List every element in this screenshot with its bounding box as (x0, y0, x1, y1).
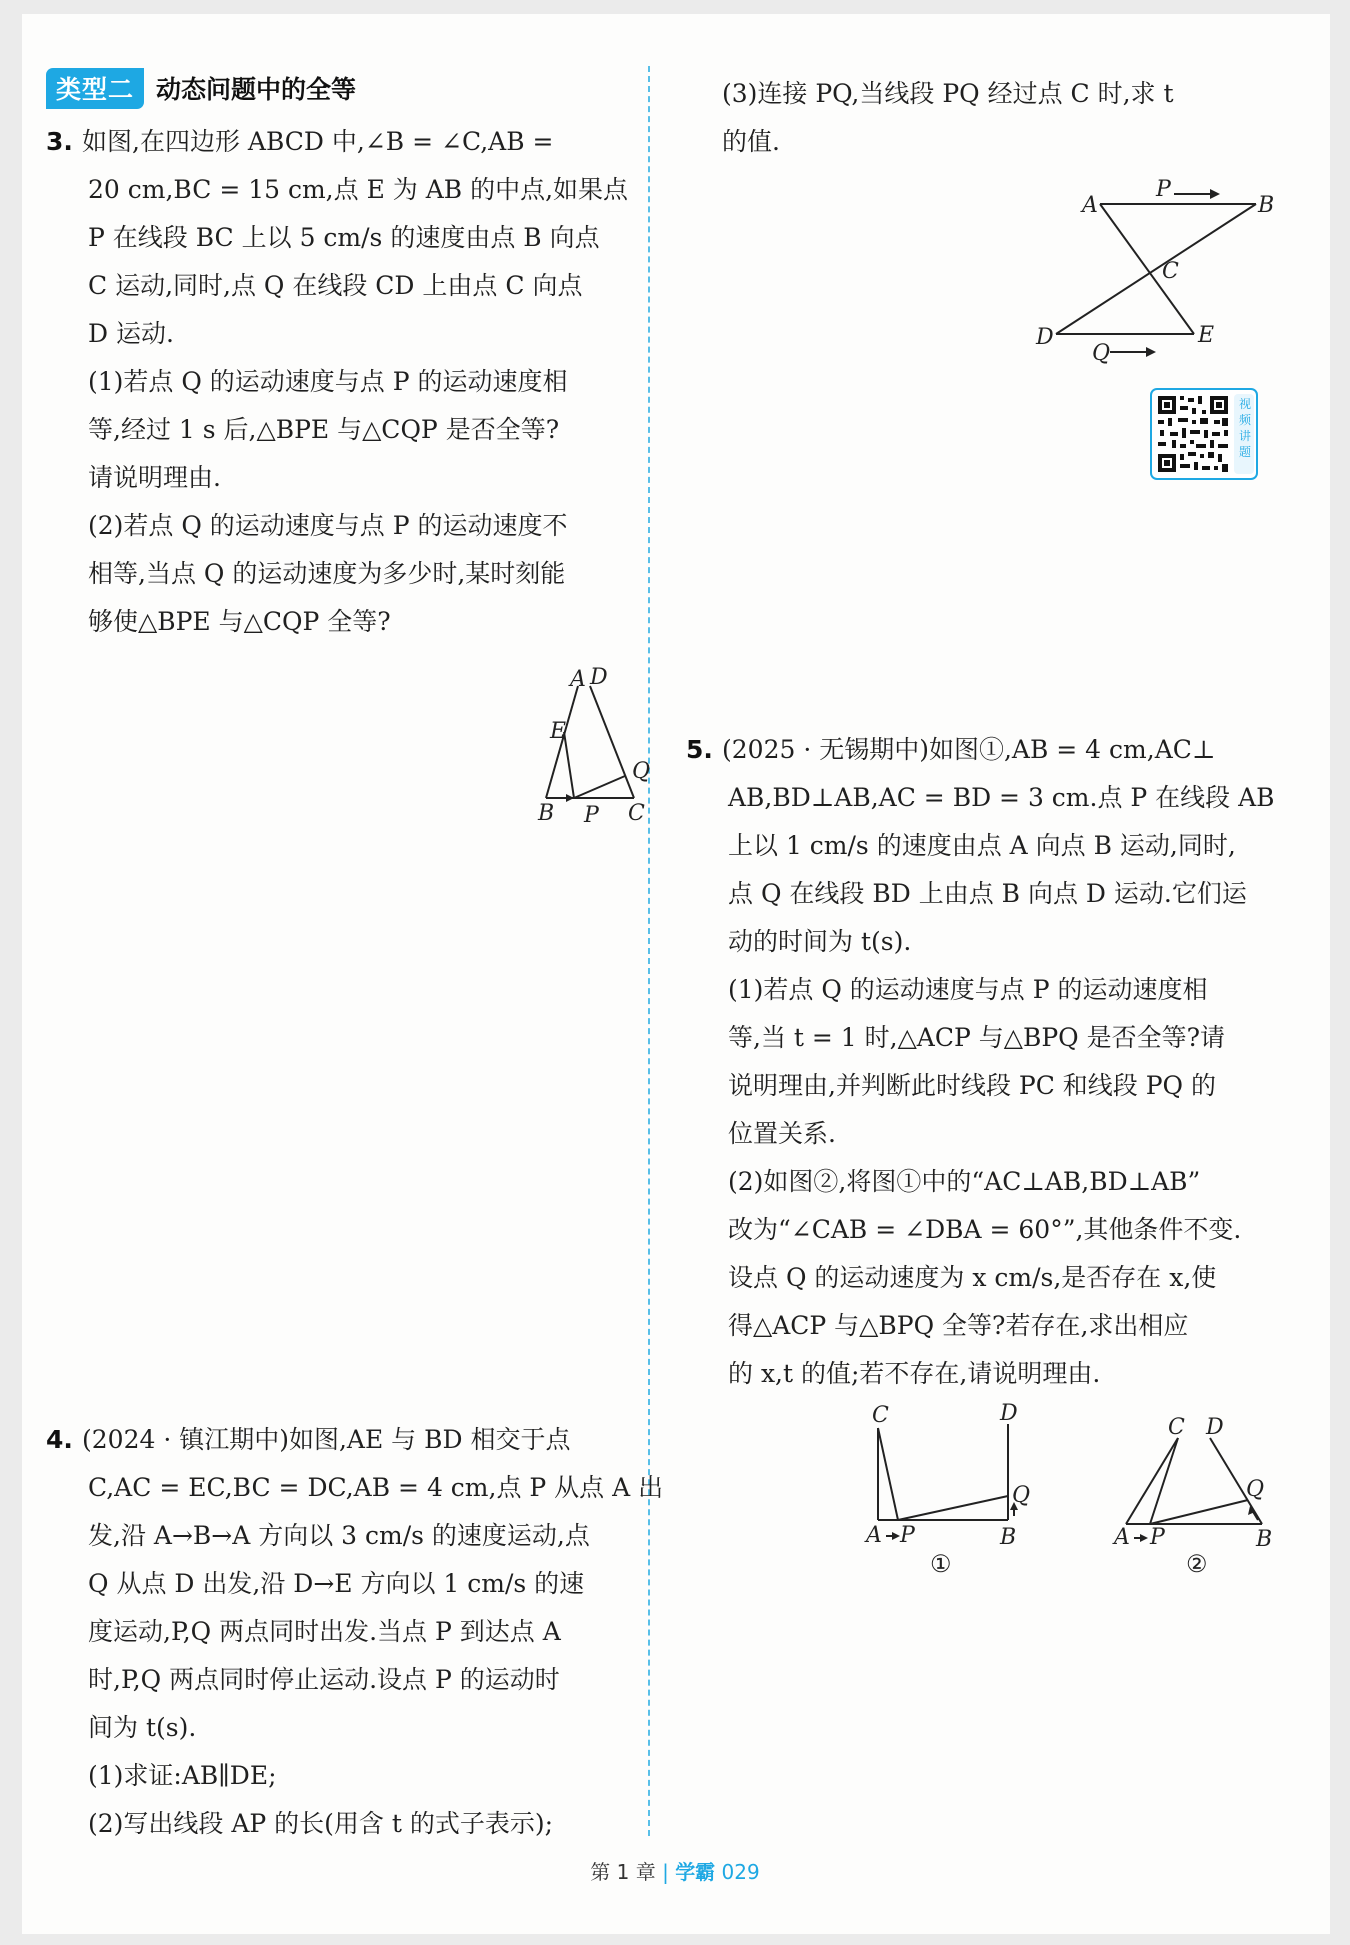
q5-part2: 改为“∠CAB = ∠DBA = 60°”,其他条件不变. (728, 1215, 1242, 1244)
label-C: C (1162, 259, 1179, 284)
label-Q: Q (632, 759, 651, 784)
q5-part1: (1)若点 Q 的运动速度与点 P 的运动速度相 (728, 975, 1208, 1004)
label-Q: Q (1246, 1477, 1265, 1502)
label-B: B (1258, 193, 1275, 218)
q4-part1: (1)求证:AB∥DE; (88, 1761, 277, 1790)
qr-label: 视频讲题 (1238, 397, 1251, 459)
q3-line: D 运动. (88, 319, 174, 348)
left-column (46, 64, 646, 646)
label-D: D (590, 665, 608, 690)
q3-line: 20 cm,BC = 15 cm,点 E 为 AB 的中点,如果点 (88, 175, 629, 204)
qr-code[interactable] (1150, 388, 1258, 480)
section-title: 动态问题中的全等 (156, 75, 357, 104)
q3-part1: 请说明理由. (88, 463, 221, 492)
label-P: P (1156, 177, 1171, 202)
q4-part2: (2)写出线段 AP 的长(用含 t 的式子表示); (88, 1809, 554, 1838)
q4-line: (2024 · 镇江期中)如图,AE 与 BD 相交于点 (82, 1425, 571, 1454)
label-D: D (1036, 325, 1054, 350)
q3-part2: (2)若点 Q 的运动速度与点 P 的运动速度不 (88, 511, 568, 540)
page-number: 029 (721, 1860, 760, 1884)
q3-figure (530, 665, 660, 828)
label-C: C (872, 1403, 889, 1428)
q5-part1: 等,当 t = 1 时,△ACP 与△BPQ 是否全等?请 (728, 1023, 1226, 1052)
question-3 (46, 118, 646, 646)
q5-part1: 位置关系. (728, 1119, 836, 1148)
label-E: E (1198, 323, 1215, 348)
q3-part1: (1)若点 Q 的运动速度与点 P 的运动速度相 (88, 367, 568, 396)
q5-part2: 的 x,t 的值;若不存在,请说明理由. (728, 1359, 1101, 1388)
q5-part1: 说明理由,并判断此时线段 PC 和线段 PQ 的 (728, 1071, 1217, 1100)
label-E: E (550, 719, 567, 744)
q4-line: 间为 t(s). (88, 1713, 197, 1742)
page-footer (0, 1856, 1350, 1885)
question-number: 5. (686, 735, 713, 764)
q4-line: 发,沿 A→B→A 方向以 3 cm/s 的速度运动,点 (88, 1521, 590, 1550)
q5-figure-2 (1114, 1412, 1284, 1582)
q4-line: C,AC = EC,BC = DC,AB = 4 cm,点 P 从点 A 出 (88, 1473, 664, 1502)
figure-caption: ① (930, 1550, 952, 1578)
label-B: B (1000, 1525, 1017, 1550)
label-D: D (1000, 1401, 1018, 1426)
label-C: C (1168, 1415, 1185, 1440)
chapter-label: 第 1 章 (590, 1860, 656, 1884)
label-B: B (538, 801, 555, 826)
q5-line: AB,BD⊥AB,AC = BD = 3 cm.点 P 在线段 AB (728, 783, 1275, 812)
q4-line: Q 从点 D 出发,沿 D→E 方向以 1 cm/s 的速 (88, 1569, 585, 1598)
question-5 (686, 726, 1306, 1398)
label-Q: Q (1012, 1483, 1031, 1508)
section-header (46, 66, 646, 110)
q3-part2: 相等,当点 Q 的运动速度为多少时,某时刻能 (88, 559, 566, 588)
q3-part2: 够使△BPE 与△CQP 全等? (88, 607, 391, 636)
figure-caption: ② (1186, 1550, 1208, 1578)
q4-part3: (3)连接 PQ,当线段 PQ 经过点 C 时,求 t (722, 79, 1174, 108)
q3-line: 如图,在四边形 ABCD 中,∠B = ∠C,AB = (82, 127, 554, 156)
q5-part2: (2)如图②,将图①中的“AC⊥AB,BD⊥AB” (728, 1167, 1201, 1196)
q5-part2: 设点 Q 的运动速度为 x cm/s,是否存在 x,使 (728, 1263, 1217, 1292)
q5-part2: 得△ACP 与△BPQ 全等?若存在,求出相应 (728, 1311, 1189, 1340)
label-C: C (628, 801, 645, 826)
q4-line: 度运动,P,Q 两点同时出发.当点 P 到达点 A (88, 1617, 561, 1646)
question-4 (46, 1416, 664, 1848)
label-Q: Q (1092, 341, 1111, 366)
q4-part3: 的值. (722, 127, 780, 156)
right-column-top (664, 70, 1294, 166)
type-badge: 类型二 (46, 68, 144, 109)
q3-line: P 在线段 BC 上以 5 cm/s 的速度由点 B 向点 (88, 223, 600, 252)
q4-line: 时,P,Q 两点同时停止运动.设点 P 的运动时 (88, 1665, 560, 1694)
label-B: B (1256, 1527, 1273, 1552)
label-P: P (900, 1523, 915, 1548)
q4-figure (1010, 176, 1280, 366)
label-D: D (1206, 1415, 1224, 1440)
footer-separator-icon: | (662, 1860, 669, 1884)
q5-line: 动的时间为 t(s). (728, 927, 912, 956)
question-number: 4. (46, 1425, 73, 1454)
label-A: A (1082, 193, 1098, 218)
q5-line: 点 Q 在线段 BD 上由点 B 向点 D 运动.它们运 (728, 879, 1247, 908)
label-P: P (1150, 1525, 1165, 1550)
q5-line: (2025 · 无锡期中)如图①,AB = 4 cm,AC⊥ (722, 735, 1216, 764)
question-number: 3. (46, 127, 73, 156)
label-A: A (570, 667, 586, 692)
q5-line: 上以 1 cm/s 的速度由点 A 向点 B 运动,同时, (728, 831, 1236, 860)
q5-figure-1 (856, 1400, 1046, 1580)
q3-part1: 等,经过 1 s 后,△BPE 与△CQP 是否全等? (88, 415, 560, 444)
q3-line: C 运动,同时,点 Q 在线段 CD 上由点 C 向点 (88, 271, 583, 300)
column-divider (648, 66, 650, 1836)
label-A: A (866, 1523, 882, 1548)
label-P: P (584, 803, 599, 828)
label-A: A (1114, 1525, 1130, 1550)
brand-label: 学霸 (675, 1860, 716, 1884)
